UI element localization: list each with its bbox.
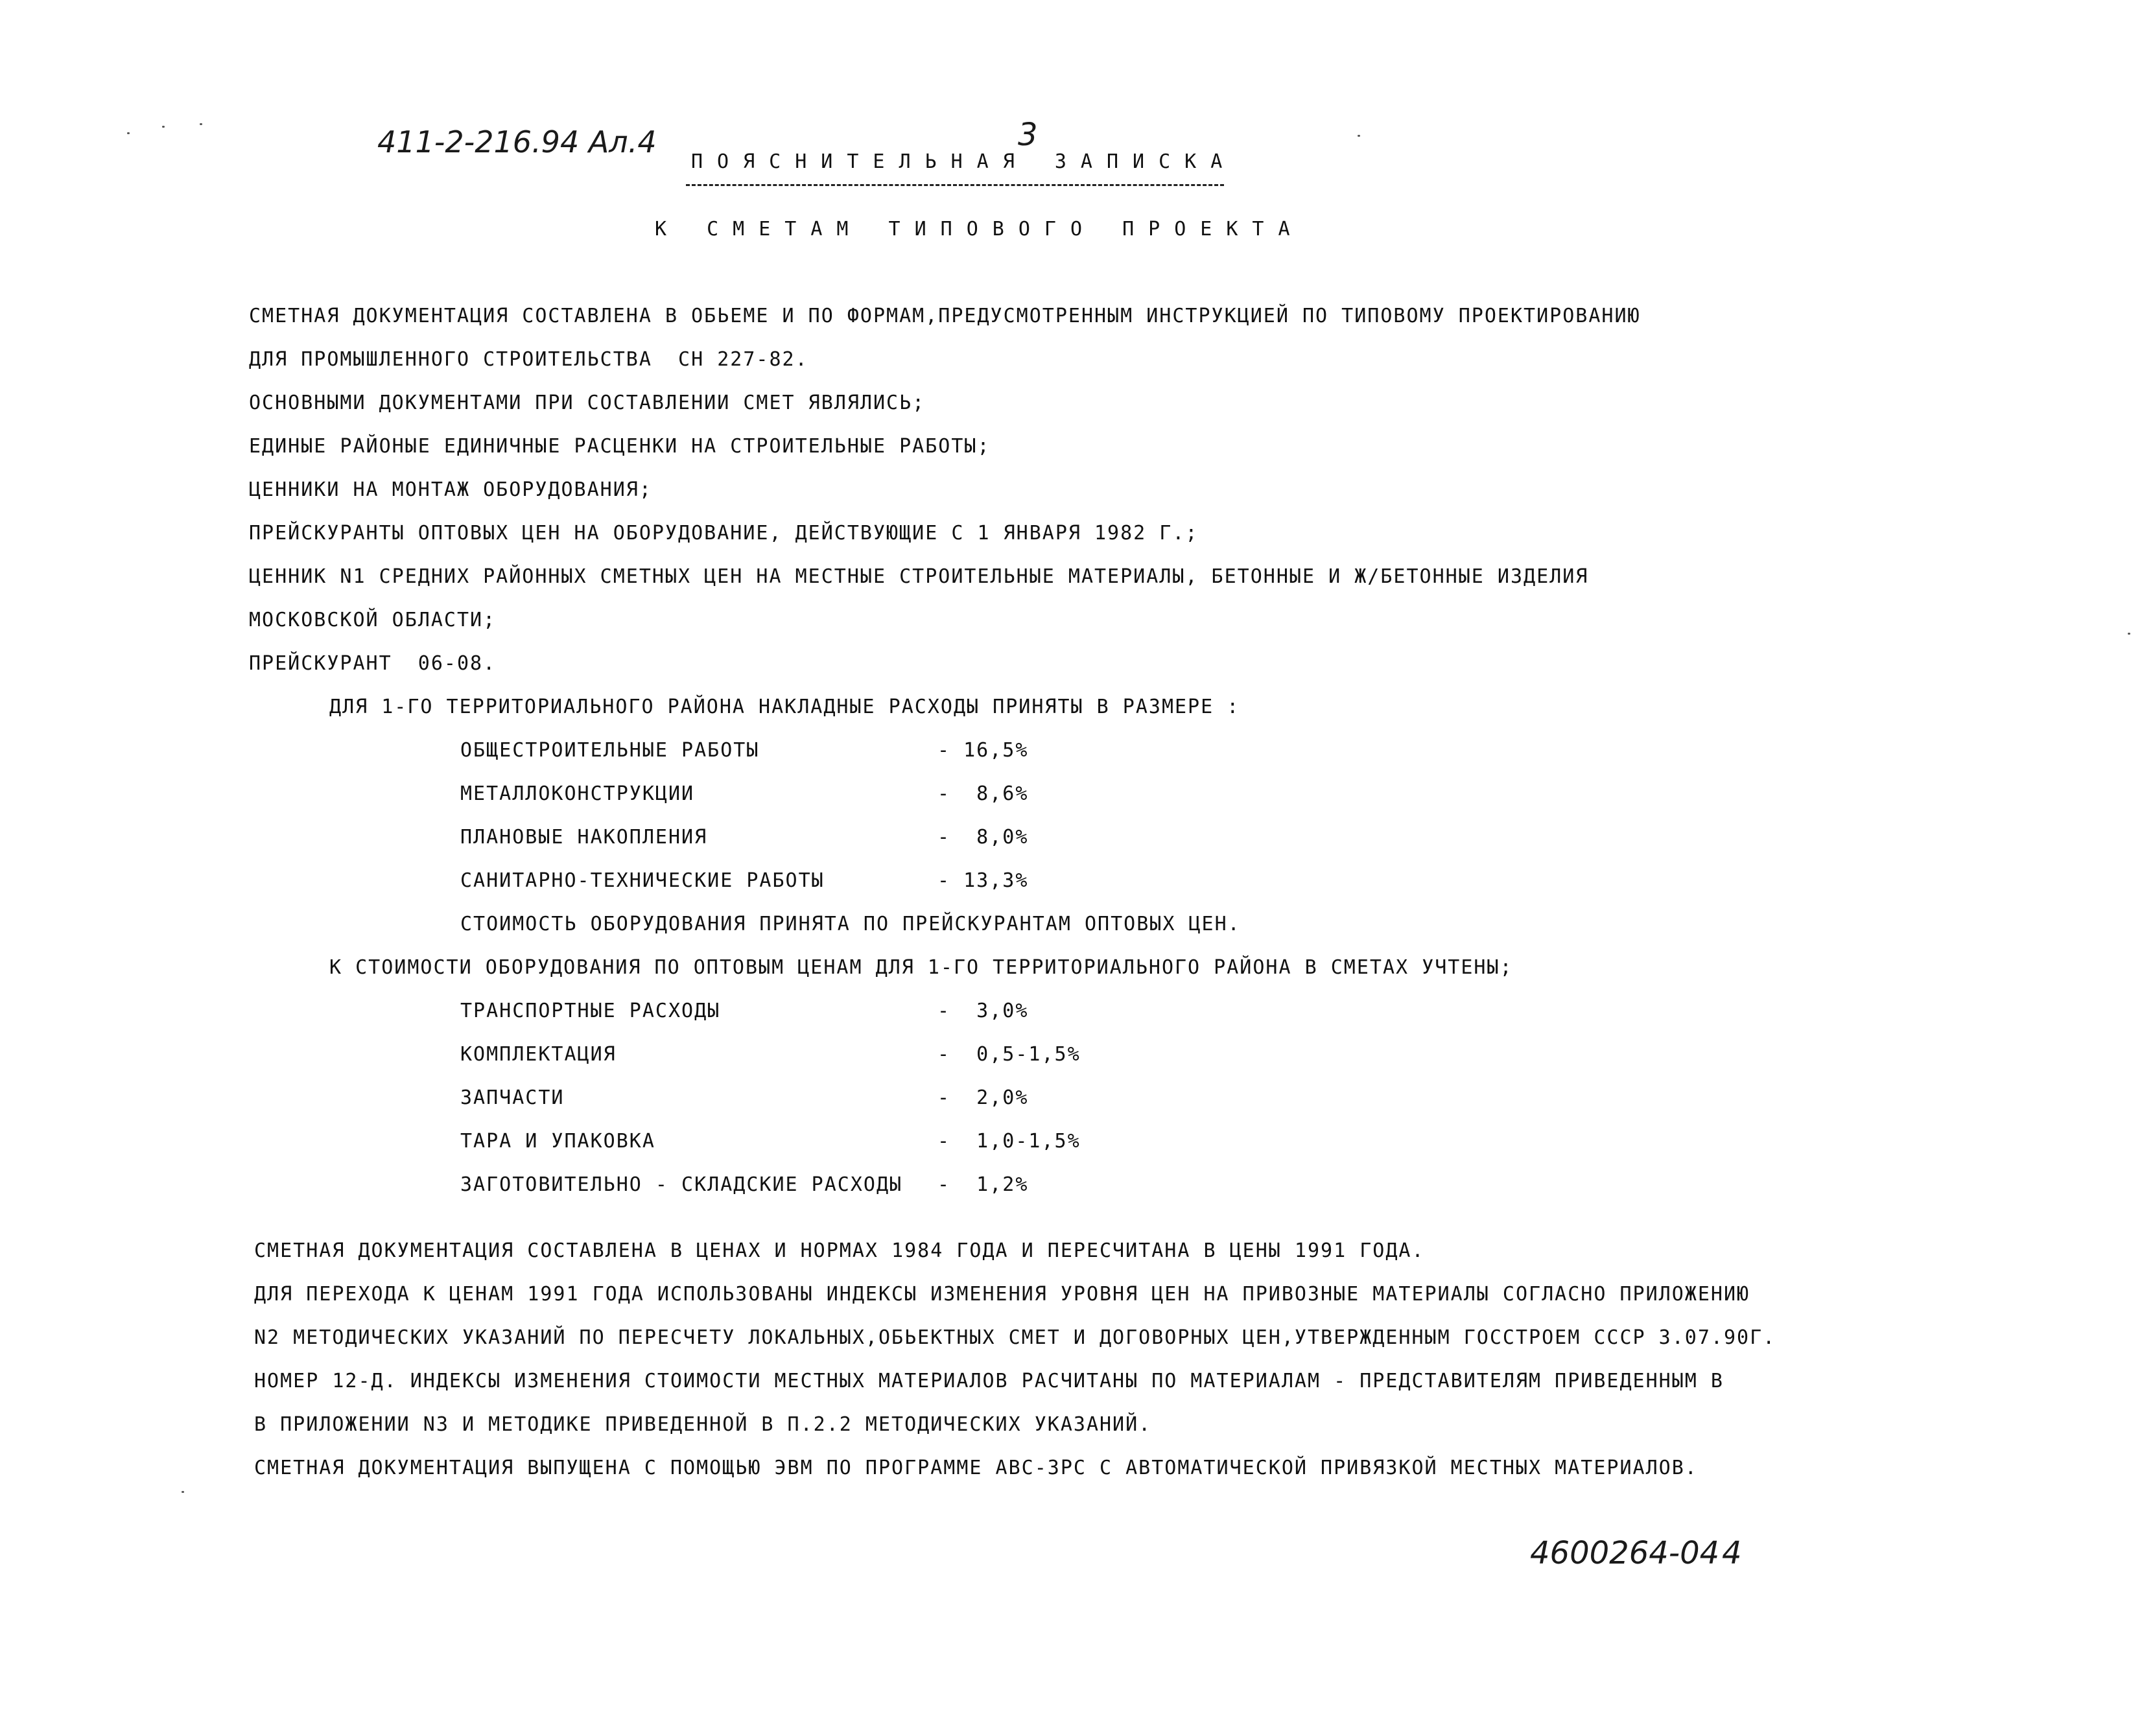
overhead-note: СТОИМОСТЬ ОБОРУДОВАНИЯ ПРИНЯТА ПО ПРЕЙСКУРАНТАМ ОПТОВЫХ ЦЕН. (460, 913, 1241, 935)
overhead-item-value: - 8,0% (937, 826, 1029, 849)
handwritten-archive-number: 4600264-04 (1530, 1535, 1720, 1571)
equipment-item-label: ТАРА И УПАКОВКА (460, 1130, 655, 1153)
closing-line: СМЕТНАЯ ДОКУМЕНТАЦИЯ СОСТАВЛЕНА В ЦЕНАХ И НОРМАХ 1984 ГОДА И ПЕРЕСЧИТАНА В ЦЕНЫ 1991 ГОДА. (254, 1239, 1425, 1262)
overhead-item-label: МЕТАЛЛОКОНСТРУКЦИИ (460, 782, 695, 805)
handwritten-page-number: 3 (1018, 117, 1038, 153)
closing-line: НОМЕР 12-Д. ИНДЕКСЫ ИЗМЕНЕНИЯ СТОИМОСТИ МЕСТНЫХ МАТЕРИАЛОВ РАСЧИТАНЫ ПО МАТЕРИАЛАМ - ПРЕДСТАВИТЕЛЯМ ПРИВЕДЕННЫМ В (254, 1370, 1724, 1392)
equipment-item-value: - 1,0-1,5% (937, 1130, 1081, 1153)
intro-line: ЦЕННИКИ НА МОНТАЖ ОБОРУДОВАНИЯ; (249, 478, 652, 501)
equipment-item-label: КОМПЛЕКТАЦИЯ (460, 1043, 617, 1066)
closing-line: ДЛЯ ПЕРЕХОДА К ЦЕНАМ 1991 ГОДА ИСПОЛЬЗОВАНЫ ИНДЕКСЫ ИЗМЕНЕНИЯ УРОВНЯ ЦЕН НА ПРИВОЗНЫЕ МАТЕРИАЛЫ СОГЛАСНО ПРИЛОЖЕНИЮ (254, 1283, 1750, 1306)
closing-line: N2 МЕТОДИЧЕСКИХ УКАЗАНИЙ ПО ПЕРЕСЧЕТУ ЛОКАЛЬНЫХ,ОБЬЕКТНЫХ СМЕТ И ДОГОВОРНЫХ ЦЕН,УТВЕРЖДЕННЫМ ГОССТРОЕМ СССР 3.07.90Г. (254, 1326, 1776, 1349)
scan-speck (182, 1491, 184, 1493)
equipment-item-value: - 1,2% (937, 1173, 1029, 1196)
overhead-item-value: - 13,3% (937, 869, 1029, 892)
closing-line: СМЕТНАЯ ДОКУМЕНТАЦИЯ ВЫПУЩЕНА С ПОМОЩЬЮ ЭВМ ПО ПРОГРАММЕ АВС-3РС С АВТОМАТИЧЕСКОЙ ПРИВЯЗКОЙ МЕСТНЫХ МАТЕРИАЛОВ. (254, 1457, 1698, 1479)
overhead-item-value: - 8,6% (937, 782, 1029, 805)
overhead-item-value: - 16,5% (937, 739, 1029, 762)
overhead-heading: ДЛЯ 1-ГО ТЕРРИТОРИАЛЬНОГО РАЙОНА НАКЛАДНЫЕ РАСХОДЫ ПРИНЯТЫ В РАЗМЕРЕ : (329, 696, 1240, 718)
intro-line: СМЕТНАЯ ДОКУМЕНТАЦИЯ СОСТАВЛЕНА В ОБЬЕМЕ И ПО ФОРМАМ,ПРЕДУСМОТРЕННЫМ ИНСТРУКЦИЕЙ ПО ТИПОВОМУ ПРОЕКТИРОВАНИЮ (249, 305, 1641, 327)
equipment-item-value: - 3,0% (937, 1000, 1029, 1022)
intro-line: ЕДИНЫЕ РАЙОНЫЕ ЕДИНИЧНЫЕ РАСЦЕНКИ НА СТРОИТЕЛЬНЫЕ РАБОТЫ; (249, 435, 991, 458)
page-title: ПОЯСНИТЕЛЬНАЯ ЗАПИСКА (691, 150, 1237, 173)
page-subtitle: К СМЕТАМ ТИПОВОГО ПРОЕКТА (655, 218, 1304, 240)
intro-line: ПРЕЙСКУРАНТЫ ОПТОВЫХ ЦЕН НА ОБОРУДОВАНИЕ, ДЕЙСТВУЮЩИЕ С 1 ЯНВАРЯ 1982 Г.; (249, 522, 1199, 545)
intro-line: ОСНОВНЫМИ ДОКУМЕНТАМИ ПРИ СОСТАВЛЕНИИ СМЕТ ЯВЛЯЛИСЬ; (249, 392, 926, 414)
closing-line: В ПРИЛОЖЕНИИ N3 И МЕТОДИКЕ ПРИВЕДЕННОЙ В П.2.2 МЕТОДИЧЕСКИХ УКАЗАНИЙ. (254, 1413, 1152, 1436)
title-underline (686, 184, 1224, 186)
scan-speck (200, 123, 202, 125)
scan-speck (162, 126, 165, 128)
overhead-item-label: ОБЩЕСТРОИТЕЛЬНЫЕ РАБОТЫ (460, 739, 760, 762)
intro-line: МОСКОВСКОЙ ОБЛАСТИ; (249, 609, 497, 631)
handwritten-doc-code: 411-2-216.94 Ал.4 (377, 124, 657, 159)
overhead-item-label: ПЛАНОВЫЕ НАКОПЛЕНИЯ (460, 826, 708, 849)
equipment-item-value: - 0,5-1,5% (937, 1043, 1081, 1066)
intro-line: ПРЕЙСКУРАНТ 06-08. (249, 652, 497, 675)
equipment-item-label: ЗАПЧАСТИ (460, 1086, 565, 1109)
intro-line: ДЛЯ ПРОМЫШЛЕННОГО СТРОИТЕЛЬСТВА СН 227-82. (249, 348, 808, 371)
equipment-item-label: ТРАНСПОРТНЫЕ РАСХОДЫ (460, 1000, 721, 1022)
scan-speck (2128, 633, 2130, 635)
equipment-item-label: ЗАГОТОВИТЕЛЬНО - СКЛАДСКИЕ РАСХОДЫ (460, 1173, 903, 1196)
overhead-item-label: САНИТАРНО-ТЕХНИЧЕСКИЕ РАБОТЫ (460, 869, 825, 892)
scan-speck (1358, 135, 1360, 137)
equipment-item-value: - 2,0% (937, 1086, 1029, 1109)
scan-speck (127, 132, 130, 134)
intro-line: ЦЕННИК N1 СРЕДНИХ РАЙОННЫХ СМЕТНЫХ ЦЕН НА МЕСТНЫЕ СТРОИТЕЛЬНЫЕ МАТЕРИАЛЫ, БЕТОННЫЕ И Ж/БЕТОННЫЕ ИЗДЕЛИЯ (249, 565, 1589, 588)
equipment-heading: К СТОИМОСТИ ОБОРУДОВАНИЯ ПО ОПТОВЫМ ЦЕНАМ ДЛЯ 1-ГО ТЕРРИТОРИАЛЬНОГО РАЙОНА В СМЕТАХ УЧТЕНЫ; (329, 956, 1513, 979)
handwritten-archive-page: 4 (1722, 1535, 1742, 1571)
